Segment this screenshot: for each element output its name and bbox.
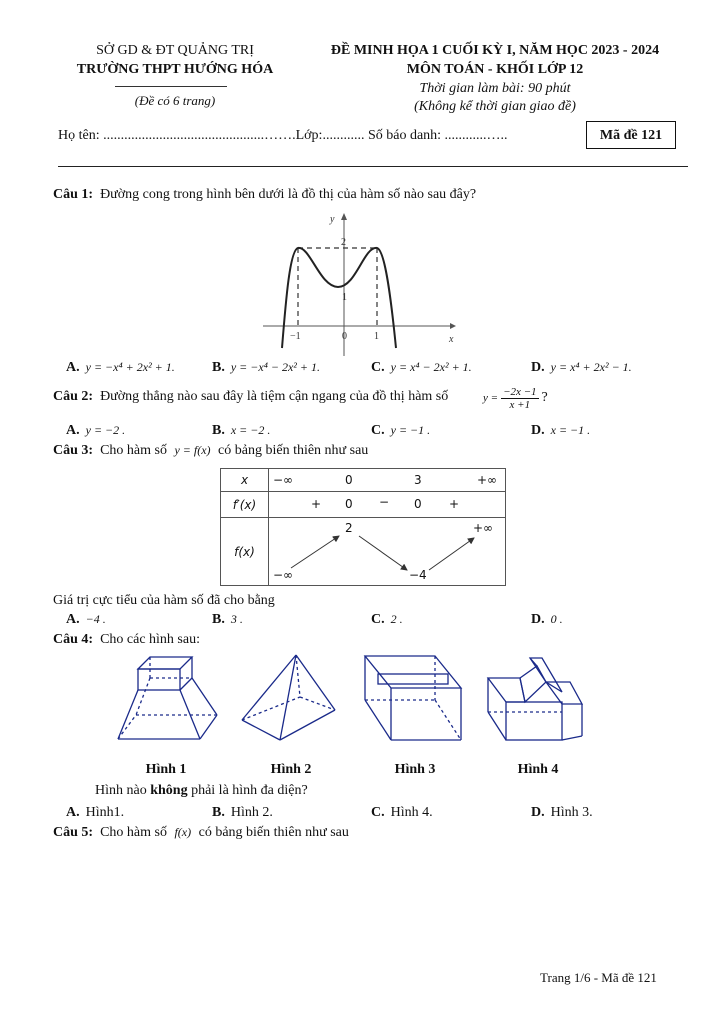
vt-f-min: −4 xyxy=(409,568,427,582)
q1-graph xyxy=(258,208,458,356)
q3-text-pre: Cho hàm số xyxy=(100,443,167,458)
question-4 xyxy=(53,632,200,648)
graph-tick-neg1: −1 xyxy=(290,331,301,342)
q4-ask-bold: không xyxy=(150,783,188,798)
vt-f-max: 2 xyxy=(345,521,353,535)
vt-f-row xyxy=(269,518,506,586)
q4-option-b[interactable]: B. Hình 2. xyxy=(212,805,273,820)
vt-x-3: 3 xyxy=(414,473,422,487)
q5-text-post: có bảng biến thiên như sau xyxy=(198,825,349,840)
vt-x-row xyxy=(269,469,506,492)
q5-text-pre: Cho hàm số xyxy=(100,825,167,840)
vt-f-label: f(x) xyxy=(221,518,269,586)
time-limit: Thời gian làm bài: 90 phút xyxy=(419,81,571,96)
question-5 xyxy=(53,825,349,841)
q2-fn-denominator: x +1 xyxy=(509,398,531,411)
q3-variation-table xyxy=(220,468,506,586)
vt-x-pos-inf: +∞ xyxy=(477,473,498,487)
q3-option-a[interactable]: A. −4 . xyxy=(66,612,106,627)
q2-option-b[interactable]: B. x = −2 . xyxy=(212,423,271,438)
vt-arrows xyxy=(269,518,509,586)
time-note: (Không kể thời gian giao đề) xyxy=(414,99,576,114)
figure-3 xyxy=(365,656,461,740)
vt-fp-row xyxy=(269,492,506,518)
vt-fp-minus: − xyxy=(379,495,390,509)
student-info-line: Họ tên: ..............................................…….Lớp:............ Số báo danh: ............….. xyxy=(58,128,508,143)
graph-tick-0: 0 xyxy=(342,331,347,342)
q2-option-d[interactable]: D. x = −1 . xyxy=(531,423,591,438)
q4-text: Cho các hình sau: xyxy=(100,632,200,647)
vt-fp-plus-2: + xyxy=(449,497,460,511)
q2-text: Đường thẳng nào sau đây là tiệm cận ngang của đồ thị hàm số xyxy=(100,389,449,404)
q2-fn-lhs: y = xyxy=(483,392,499,404)
q5-label: Câu 5: xyxy=(53,825,94,840)
graph-x-label: x xyxy=(449,334,454,345)
q2-function xyxy=(483,381,548,415)
q4-ask-post: phải là hình đa diện? xyxy=(187,783,308,798)
q2-fn-numerator: −2x −1 xyxy=(503,385,537,398)
vt-f-pos-inf: +∞ xyxy=(473,521,494,535)
q3-fn: y = f(x) xyxy=(174,443,211,457)
figure-3-caption: Hình 3 xyxy=(394,762,436,777)
school-name: TRƯỜNG THPT HƯỚNG HÓA xyxy=(76,62,274,77)
q3-option-c[interactable]: C. 2 . xyxy=(371,612,403,627)
q4-option-c[interactable]: C. Hình 4. xyxy=(371,805,433,820)
vt-fp-zero-1: 0 xyxy=(345,497,353,511)
graph-tick-pos1: 1 xyxy=(374,331,379,342)
figure-2 xyxy=(242,655,335,740)
q3-option-b[interactable]: B. 3 . xyxy=(212,612,243,627)
figure-1-caption: Hình 1 xyxy=(145,762,187,777)
graph-y-label: y xyxy=(330,214,335,225)
figure-4-caption: Hình 4 xyxy=(517,762,559,777)
figure-2-caption: Hình 2 xyxy=(270,762,312,777)
school-dept: SỞ GD & ĐT QUẢNG TRỊ xyxy=(96,43,254,58)
q4-figures xyxy=(110,652,590,757)
q2-option-c[interactable]: C. y = −1 . xyxy=(371,423,431,438)
question-2 xyxy=(53,389,448,405)
q2-label: Câu 2: xyxy=(53,389,94,404)
q5-fn: f(x) xyxy=(174,825,192,839)
figure-1 xyxy=(118,657,217,739)
q3-text-post: có bảng biến thiên như sau xyxy=(218,443,369,458)
q2-option-a[interactable]: A. y = −2 . xyxy=(66,423,126,438)
question-1 xyxy=(53,187,476,203)
q1-option-c[interactable]: C. y = x⁴ − 2x² + 1. xyxy=(371,360,472,375)
exam-title: ĐỀ MINH HỌA 1 CUỐI KỲ I, NĂM HỌC 2023 - 2024 xyxy=(330,43,660,58)
q4-option-d[interactable]: D. Hình 3. xyxy=(531,805,593,820)
q3-after-text: Giá trị cực tiểu của hàm số đã cho bằng xyxy=(53,593,275,608)
graph-tick-2: 2 xyxy=(341,237,346,248)
q1-option-d[interactable]: D. y = x⁴ + 2x² − 1. xyxy=(531,360,632,375)
q3-option-d[interactable]: D. 0 . xyxy=(531,612,563,627)
vt-fp-label: f′(x) xyxy=(221,492,269,518)
q1-option-a[interactable]: A. y = −x⁴ + 2x² + 1. xyxy=(66,360,175,375)
q1-label: Câu 1: xyxy=(53,187,94,202)
subject-title: MÔN TOÁN - KHỐI LỚP 12 xyxy=(406,62,584,77)
q4-ask-pre: Hình nào xyxy=(95,783,151,798)
exam-code-box: Mã đề 121 xyxy=(586,121,676,149)
page-footer: Trang 1/6 - Mã đề 121 xyxy=(540,970,657,985)
page-count-note: (Đề có 6 trang) xyxy=(134,93,216,108)
vt-x-neg-inf: −∞ xyxy=(273,473,294,487)
vt-x-0: 0 xyxy=(345,473,353,487)
q3-label: Câu 3: xyxy=(53,443,94,458)
header-rule xyxy=(115,86,227,87)
vt-fp-plus-1: + xyxy=(311,497,322,511)
q4-ask xyxy=(95,783,308,799)
vt-x-label: x xyxy=(221,469,269,492)
vt-f-neg-inf: −∞ xyxy=(273,568,294,582)
q1-text: Đường cong trong hình bên dưới là đồ thị của hàm số nào sau đây? xyxy=(100,187,477,202)
q2-qmark: ? xyxy=(541,390,548,405)
q4-label: Câu 4: xyxy=(53,632,94,647)
graph-tick-1: 1 xyxy=(342,292,347,303)
question-3 xyxy=(53,443,368,459)
q4-option-a[interactable]: A. Hình1. xyxy=(66,805,125,820)
q1-option-b[interactable]: B. y = −x⁴ − 2x² + 1. xyxy=(212,360,320,375)
header-divider xyxy=(58,166,688,167)
vt-fp-zero-2: 0 xyxy=(414,497,422,511)
figure-4 xyxy=(488,658,582,740)
